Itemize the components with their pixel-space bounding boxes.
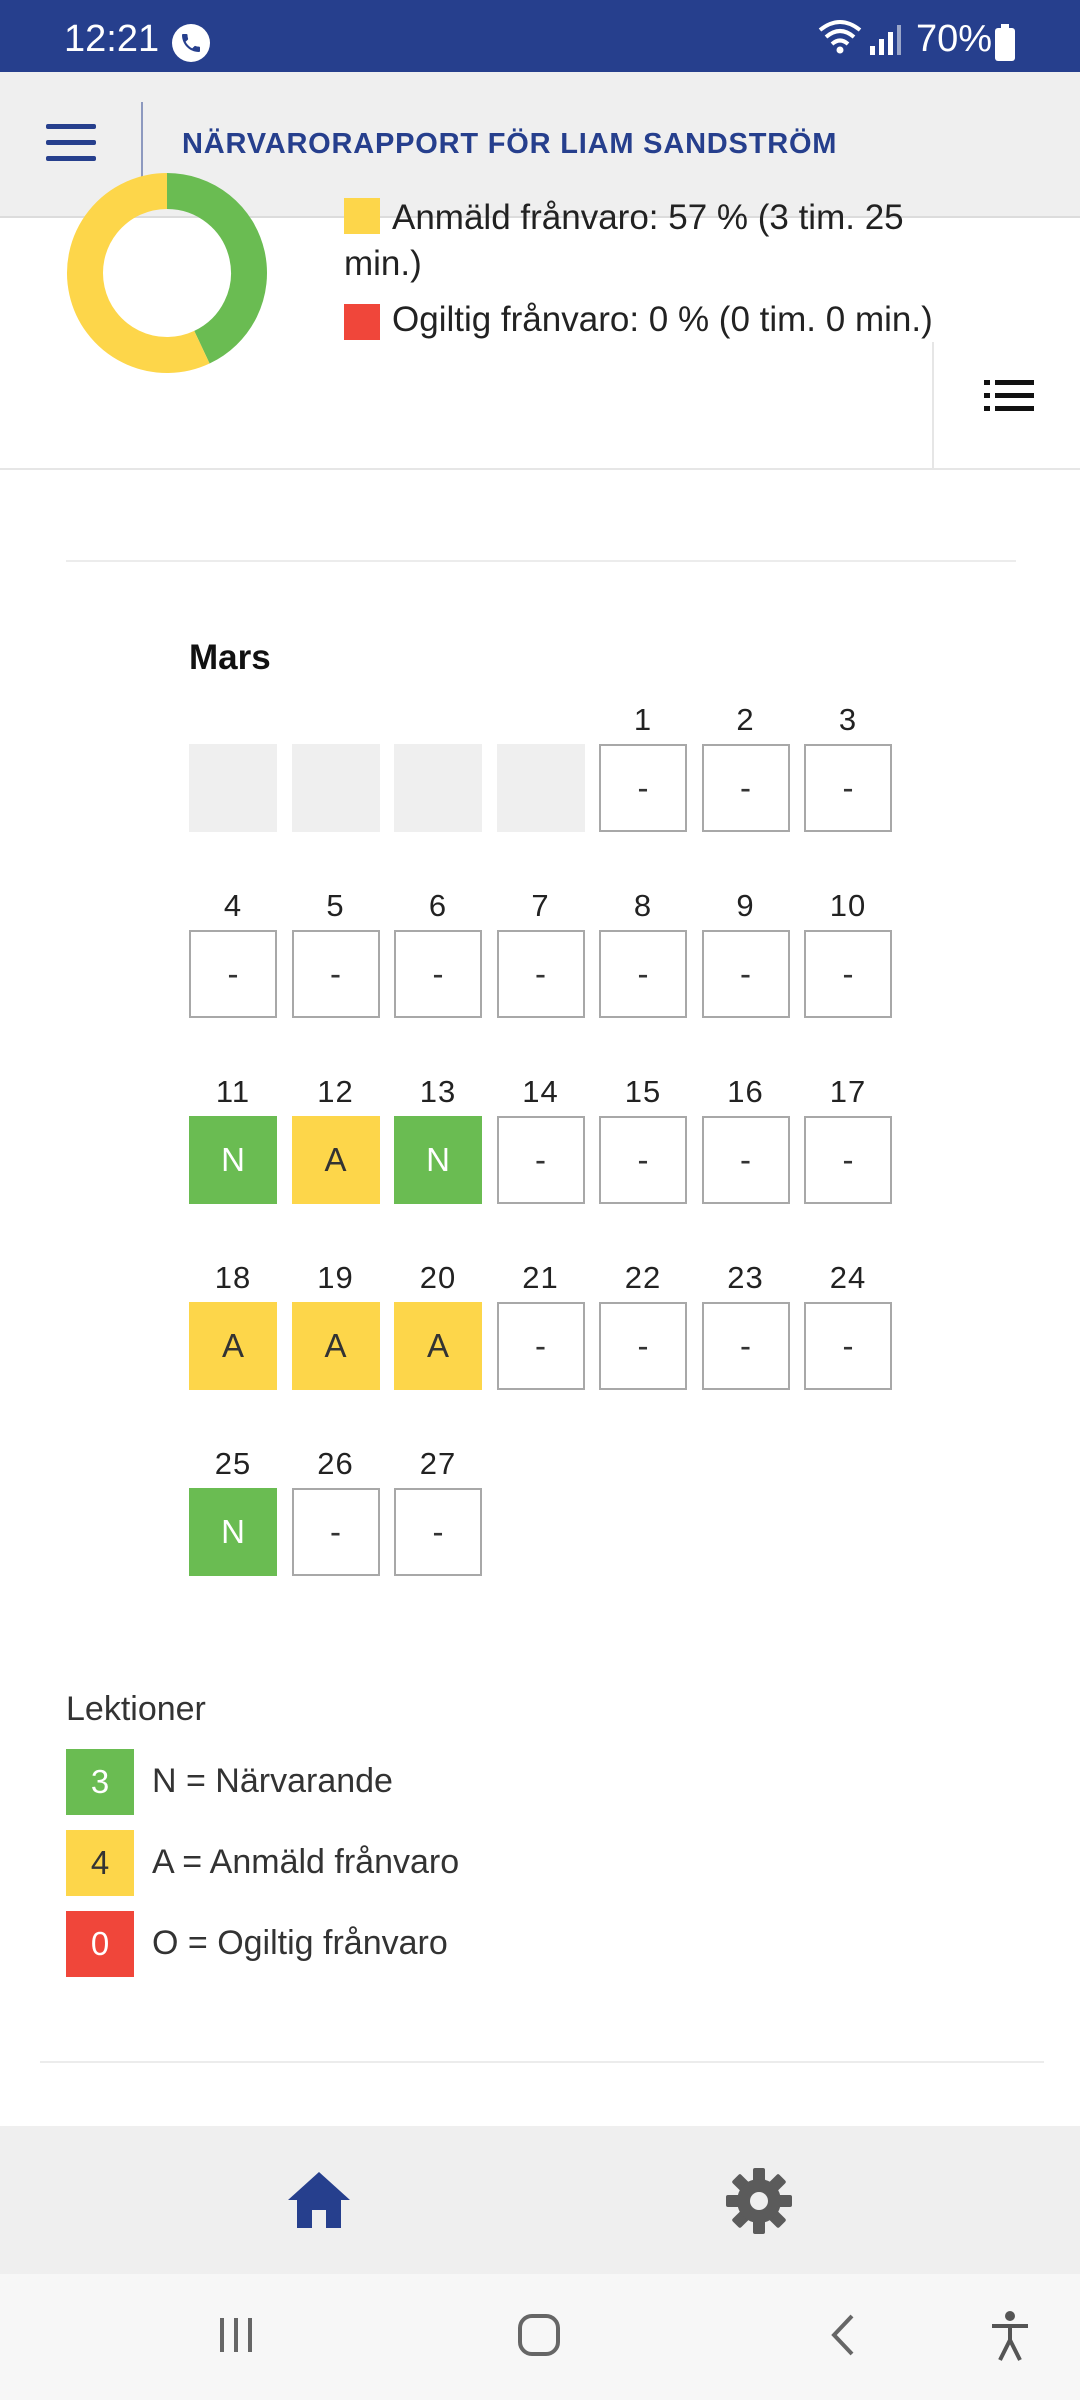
calendar-day-number: 11 — [215, 1074, 251, 1109]
calendar-day-cell[interactable]: - — [702, 1116, 790, 1204]
system-navigation-bar — [0, 2274, 1080, 2400]
calendar-day-cell[interactable]: - — [599, 1302, 687, 1390]
calendar-day-number: 18 — [214, 1260, 252, 1295]
calendar-day-cell[interactable]: - — [599, 930, 687, 1018]
battery-icon — [994, 24, 1016, 62]
calendar-day-number: 9 — [736, 888, 755, 923]
calendar-day-number: 19 — [317, 1260, 354, 1295]
lesson-count-reported: 4 — [66, 1830, 134, 1896]
signal-icon — [868, 24, 902, 56]
accessibility-icon[interactable] — [988, 2310, 1032, 2362]
settings-tab-button[interactable] — [710, 2162, 810, 2242]
calendar-day-cell[interactable]: - — [292, 930, 380, 1018]
calendar-day-number: 14 — [522, 1074, 559, 1109]
home-icon — [284, 2168, 354, 2232]
calendar-day-cell[interactable]: N — [189, 1116, 277, 1204]
calendar-day-cell[interactable]: - — [804, 930, 892, 1018]
calendar-day-number: 22 — [624, 1260, 662, 1295]
calendar-day-number: 4 — [223, 888, 243, 923]
wifi-icon — [818, 18, 862, 56]
calendar-day-number: 10 — [829, 888, 867, 923]
back-icon[interactable] — [824, 2310, 864, 2360]
calendar-day-number: 13 — [419, 1074, 457, 1109]
calendar-day-cell[interactable]: - — [804, 1302, 892, 1390]
calendar-day-number: 23 — [727, 1260, 764, 1295]
calendar-day-number: 5 — [326, 888, 345, 923]
divider — [40, 2061, 1044, 2063]
calendar-day-cell[interactable]: - — [804, 1116, 892, 1204]
calendar-day-cell[interactable]: - — [599, 744, 687, 832]
lesson-row-reported — [66, 1830, 766, 1896]
month-title: Mars — [189, 638, 271, 677]
battery-percent: 70% — [916, 18, 993, 60]
calendar-day-number: 6 — [428, 888, 448, 923]
calendar-day-cell[interactable]: N — [189, 1488, 277, 1576]
calendar-day-number: 25 — [214, 1446, 252, 1481]
recent-apps-icon[interactable] — [212, 2310, 260, 2358]
calendar-day-cell[interactable]: - — [804, 744, 892, 832]
calendar-day-cell[interactable]: - — [394, 930, 482, 1018]
calendar-day-cell[interactable]: - — [702, 744, 790, 832]
calendar-day-number: 3 — [838, 702, 858, 737]
calendar-day-cell[interactable]: - — [189, 930, 277, 1018]
calendar-day-number: 15 — [624, 1074, 662, 1109]
lesson-count-present: 3 — [66, 1749, 134, 1815]
calendar-day-number: 2 — [736, 702, 755, 737]
lesson-row-invalid — [66, 1911, 766, 1977]
lesson-label-invalid: O = Ogiltig frånvaro — [152, 1924, 448, 1962]
call-icon — [172, 24, 210, 62]
calendar-day-cell[interactable]: - — [497, 930, 585, 1018]
calendar-empty-cell — [292, 744, 380, 832]
lesson-count-invalid: 0 — [66, 1911, 134, 1977]
calendar-day-number: 12 — [317, 1074, 354, 1109]
legend-swatch-invalid — [344, 304, 380, 340]
calendar-day-number: 8 — [633, 888, 653, 923]
lessons-heading: Lektioner — [66, 1690, 206, 1728]
lesson-label-present: N = Närvarande — [152, 1762, 393, 1800]
donut-present-segment — [167, 191, 249, 347]
legend-swatch-reported — [344, 198, 380, 234]
calendar-day-cell[interactable]: A — [189, 1302, 277, 1390]
calendar-day-cell[interactable]: A — [292, 1116, 380, 1204]
calendar-day-cell[interactable]: - — [394, 1488, 482, 1576]
calendar-empty-cell — [394, 744, 482, 832]
calendar-day-number: 24 — [829, 1260, 867, 1295]
donut-reported-segment — [85, 191, 202, 355]
lesson-label-reported: A = Anmäld frånvaro — [152, 1843, 460, 1881]
list-view-button[interactable] — [932, 342, 1080, 470]
calendar-day-cell[interactable]: A — [292, 1302, 380, 1390]
calendar-empty-cell — [189, 744, 277, 832]
calendar-day-cell[interactable]: - — [497, 1116, 585, 1204]
bottom-navigation — [0, 2126, 1080, 2274]
attendance-donut-chart — [62, 158, 272, 448]
calendar-day-number: 16 — [727, 1074, 764, 1109]
calendar-day-number: 26 — [317, 1446, 354, 1481]
calendar-day-number: 7 — [531, 888, 550, 923]
list-icon — [984, 378, 1034, 414]
calendar-day-number: 20 — [419, 1260, 457, 1295]
calendar-day-number: 17 — [829, 1074, 867, 1109]
home-circle-icon[interactable] — [514, 2310, 564, 2360]
calendar-day-cell[interactable]: - — [702, 1302, 790, 1390]
gear-icon — [724, 2166, 794, 2236]
calendar-day-number: 27 — [419, 1446, 457, 1481]
calendar-day-cell[interactable]: N — [394, 1116, 482, 1204]
divider — [66, 560, 1016, 562]
status-time: 12:21 — [64, 18, 160, 60]
calendar-day-cell[interactable]: - — [599, 1116, 687, 1204]
legend-invalid: Ogiltig frånvaro: 0 % (0 tim. 0 min.) — [392, 300, 933, 339]
calendar-day-cell[interactable]: - — [702, 930, 790, 1018]
page-title: NÄRVARORAPPORT FÖR LIAM SANDSTRÖM — [182, 128, 838, 160]
calendar-day-cell[interactable]: - — [292, 1488, 380, 1576]
calendar-empty-cell — [497, 744, 585, 832]
attendance-summary — [0, 198, 1080, 470]
lesson-row-present — [66, 1749, 766, 1815]
status-bar — [0, 0, 1080, 72]
menu-icon — [46, 124, 96, 129]
calendar-day-number: 1 — [633, 702, 653, 737]
calendar-day-number: 21 — [522, 1260, 559, 1295]
calendar-day-cell[interactable]: A — [394, 1302, 482, 1390]
legend-reported-line2: min.) — [344, 244, 422, 283]
legend-reported-line1: Anmäld frånvaro: 57 % (3 tim. 25 — [392, 198, 904, 237]
home-tab-button[interactable] — [270, 2162, 370, 2242]
calendar-day-cell[interactable]: - — [497, 1302, 585, 1390]
